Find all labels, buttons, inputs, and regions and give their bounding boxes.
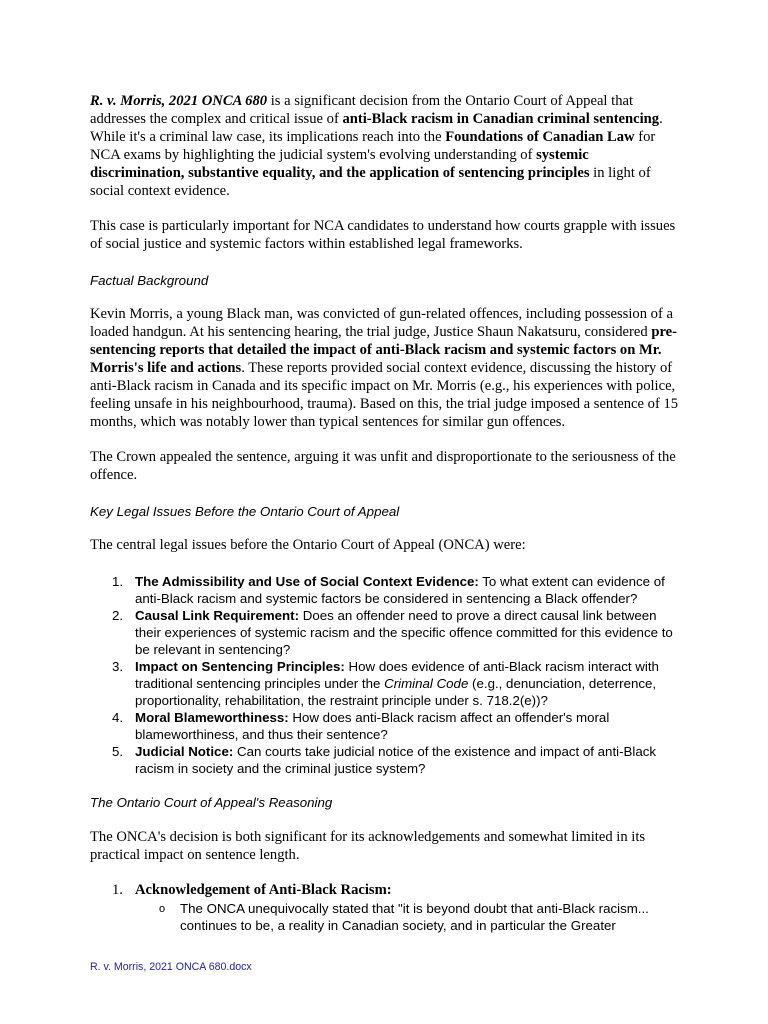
case-citation: R. v. Morris, 2021 ONCA 680 [90, 93, 268, 109]
issues-list [90, 573, 686, 777]
crown-paragraph: The Crown appealed the sentence, arguing it was unfit and disproportionate to the seriousness of the offence. [90, 449, 676, 484]
list-item [90, 658, 686, 709]
sub-list-item [90, 900, 686, 934]
facts-text-1: Kevin Morris, a young Black man, was convicted of gun-related offences, including possession of a loaded handgun. At his sentencing hearing, the trial judge, Justice Shaun Nakatsuru, considered [90, 306, 673, 341]
item-number: 1. [112, 881, 123, 898]
intro-bold-3: systemic discrimination, substantive equality, and the application of sentencing principles [90, 146, 590, 181]
item-title: Judicial Notice: [135, 743, 234, 759]
item-text: Can courts take judicial notice of the existence and impact of anti-Black racism in society and the criminal justice system? [135, 743, 657, 776]
item-title: Causal Link Requirement: [135, 607, 300, 623]
intro-bold-2: Foundations of Canadian Law [445, 128, 635, 145]
list-item [90, 882, 686, 934]
item-title: Acknowledgement of Anti-Black Racism: [135, 881, 392, 898]
item-title: Impact on Sentencing Principles: [135, 658, 345, 674]
item-number: 4. [112, 709, 124, 725]
heading-legal-issues: Key Legal Issues Before the Ontario Court of Appeal [90, 503, 400, 519]
importance-paragraph: This case is particularly important for NCA candidates to understand how courts grapple with issues of social justice and systemic factors within established legal frameworks. [90, 218, 676, 253]
list-item [90, 573, 686, 607]
item-text: Does an offender need to prove a direct causal link between their experiences of systemic racism and the specific offence committed for this evidence to be relevant in sentencing? [135, 607, 673, 657]
intro-text-1: is a significant decision from the Ontario Court of Appeal that addresses the complex and critical issue of [90, 93, 634, 127]
intro-text-3: for NCA exams by highlighting the judicial system's evolving understanding of [90, 128, 656, 163]
item-title: The Admissibility and Use of Social Context Evidence: [135, 573, 479, 589]
reasoning-intro: The ONCA's decision is both significant for its acknowledgements and somewhat limited in its practical impact on sentence length. [90, 828, 646, 863]
intro-text-4: in light of social context evidence. [90, 164, 651, 199]
heading-factual-background: Factual Background [90, 272, 209, 288]
reasoning-list [90, 882, 686, 934]
item-text: How does anti-Black racism affect an offender's moral blameworthiness, and thus their sentence? [135, 709, 610, 742]
item-text: How does evidence of anti-Black racism interact with traditional sentencing principles under the [135, 658, 659, 691]
item-number: 3. [112, 658, 124, 674]
intro-bold-1: anti-Black racism in Canadian criminal sentencing [342, 110, 660, 127]
issues-intro: The central legal issues before the Ontario Court of Appeal (ONCA) were: [90, 537, 526, 554]
sub-list [135, 900, 686, 934]
document-page [90, 93, 686, 934]
intro-paragraph [90, 93, 686, 200]
item-number: 2. [112, 607, 124, 623]
facts-paragraph [90, 306, 686, 431]
list-item [90, 709, 686, 743]
item-number: 1. [112, 573, 124, 589]
heading-reasoning: The Ontario Court of Appeal's Reasoning [90, 795, 333, 811]
item-title: Moral Blameworthiness: [135, 709, 289, 725]
list-item [90, 743, 686, 777]
bullet-icon: o [159, 902, 166, 915]
list-item [90, 607, 686, 658]
intro-text-2: . While it's a criminal law case, its implications reach into the [90, 110, 663, 145]
item-italic: Criminal Code [384, 675, 469, 691]
item-number: 5. [112, 743, 124, 759]
document-footer: R. v. Morris, 2021 ONCA 680.docx [90, 961, 252, 973]
item-text-2: (e.g., denunciation, deterrence, proportionality, rehabilitation, the restraint principle under s. 718.2(e))? [135, 675, 657, 708]
facts-text-2: . These reports provided social context evidence, discussing the history of anti-Black racism in Canada and its specific impact on Mr. Morris (e.g., his experiences with police, feeling unsafe in his neighbourhood, trauma). Based on this, the trial judge imposed a sentence of 15 months, which was notably lower than typical sentences for similar gun offences. [90, 359, 679, 430]
item-text: To what extent can evidence of anti-Black racism and systemic factors be considered in sentencing a Black offender? [135, 573, 665, 606]
facts-bold-1: pre-sentencing reports that detailed the impact of anti-Black racism and systemic factors on Mr. Morris's life and actions [90, 324, 677, 376]
sub-item-text: The ONCA unequivocally stated that "it is beyond doubt that anti-Black racism... continues to be, a reality in Canadian society, and in particular the Greater [180, 900, 649, 933]
